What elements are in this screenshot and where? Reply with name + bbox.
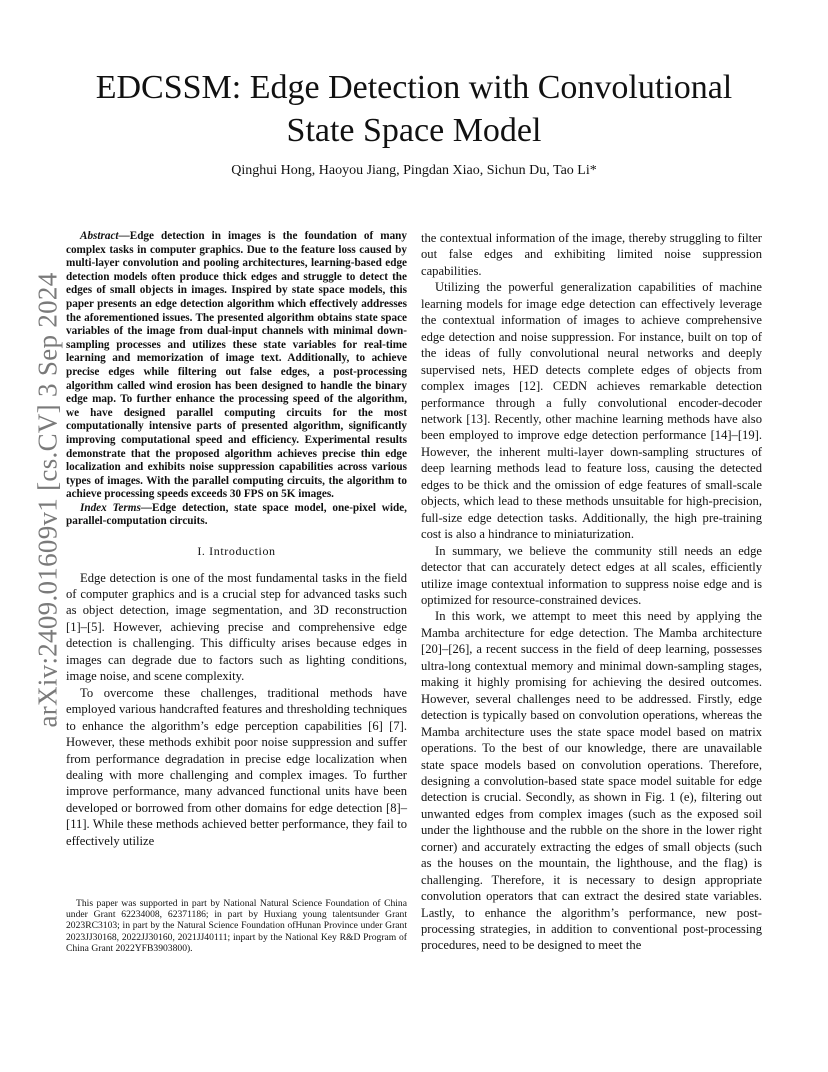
arxiv-id: arXiv:2409.01609v1 [cs.CV] 3 Sep 2024 — [32, 272, 63, 728]
index-terms — [66, 502, 407, 529]
index-terms-text: —Edge detection, state space model, one-pixel wide, parallel-computation circuits. — [66, 501, 407, 528]
intro-paragraph-2: To overcome these challenges, traditional methods have employed various handcrafted features and thresholding techniques to enhance the algorithm’s edge perception capabilities [6] [7]. However, these methods exhibit poor noise suppression and suffer from performance degradation in precise edge localization when dealing with more challenging and complex images. To further improve performance, many advanced functional units have been developed or borrowed from other domains for edge detection [8]–[11]. While these methods achieved better performance, they fail to effectively utilize — [66, 685, 407, 848]
intro-paragraph-1: Edge detection is one of the most fundamental tasks in the field of computer graphics and is a crucial step for advanced tasks such as object detection, image segmentation, and 3D reconstruction [1]–[5]. However, achieving precise and comprehensive edge detection is challenging. This difficulty arises because edges in images can degrade due to factors such as lighting conditions, image noise, and scene complexity. — [66, 570, 407, 684]
author-list: Qinghui Hong, Haoyou Jiang, Pingdan Xiao, Sichun Du, Tao Li* — [231, 163, 597, 178]
right-column — [421, 230, 762, 954]
right-paragraph-0: the contextual information of the image, thereby struggling to filter out false edges and exhibiting limited noise suppression capabilities. — [421, 231, 762, 278]
section-heading-introduction: I. Introduction — [197, 544, 276, 559]
abstract — [66, 230, 407, 502]
right-paragraph-3: In this work, we attempt to meet this need by applying the Mamba architecture for edge detection. The Mamba architecture [20]–[26], a recent success in the field of deep learning, possesses ultra-long contextual memory and minimal down-sampling stages, making it highly promising for achieving the desired outcomes. However, several challenges need to be addressed. Firstly, edge detection is typically based on convolution operations, whereas the Mamba architecture uses the state space model based on matrix operations. To the best of our knowledge, there are unavailable state space models based on convolution operations. Therefore, designing a convolution-based state space model suitable for edge detection is crucial. Secondly, as shown in Fig. 1 (e), filtering out unwanted edges from complex images (such as the exposed soil under the lighthouse and the rubble on the shore in the lower right corner) and accurately extracting the edges of small objects (such as the houses on the mountain, the lighthouse, and the flag) is challenging. Therefore, it is necessary to design appropriate convolution operators that can extract the desired state variables. Lastly, to enhance the algorithm’s performance, new post-processing strategies, in addition to conventional post-processing procedures, need to be designed to meet the — [421, 609, 762, 953]
funding-footnote: This paper was supported in part by National Natural Science Foundation of China under Grant 62234008, 62371186; in part by Huxiang young talentsunder Grant 2023RC3103; in part by the Natural Science Foundation ofHunan Province under Grant 2023JJ30168, 2022JJ30160, 2021JJ40111; inpart by the National Key R&D Program of China Grant 2022YFB3903800). — [66, 898, 407, 954]
abstract-label: Abstract — [80, 230, 119, 242]
right-paragraph-1: Utilizing the powerful generalization capabilities of machine learning models for image edge detection can effectively leverage the contextual information of images to achieve comprehensive edge detection and noise suppression. For instance, built on top of the ideas of fully convolutional neural networks and deeply supervised nets, HED detects complete edges of objects from complex images [12]. CEDN achieves remarkable detection performance through a fully convolutional encoder-decoder network [13]. Recently, other machine learning methods have also been employed to improve edge detection performance [14]–[19]. However, the inherent multi-layer down-sampling structures of deep learning methods lead to feature loss, causing the detected edges to be thick and the omission of edge features of small-scale objects, which lead to these methods unsuitable for high-precision, full-size edge detection tasks. Additionally, the high pre-training cost is also a hindrance to miniaturization. — [421, 280, 762, 542]
index-terms-label: Index Terms — [80, 501, 141, 514]
abstract-text: —Edge detection in images is the foundation of many complex tasks in computer graphics. Due to the feature loss caused by multi-layer convolution and pooling architectures, learning-based edge detection models often produce thick edges and struggle to detect the edges of small objects in images. Inspired by state space models, this paper presents an edge detection algorithm which effectively addresses the aforementioned issues. The presented algorithm obtains state space variables of the image from dual-input channels with minimal down-sampling processes and utilizes these state variables for real-time learning and memorization of image text. Additionally, to achieve precise edges while filtering out false edges, a post-processing algorithm called wind erosion has been designed to handle the binary edge map. To further enhance the processing speed of the algorithm, we have designed parallel computing circuits for the most computationally intensive parts of presented algorithm, significantly improving computational speed and efficiency. Experimental results demonstrate that the proposed algorithm achieves precise thin edge localization and exhibits noise suppression capabilities across various types of images. With the parallel computing circuits, the algorithm to achieve processing speeds exceeds 30 FPS on 5K images. — [66, 230, 407, 501]
paper-title: EDCSSM: Edge Detection with Convolutional State Space Model — [95, 69, 733, 149]
arxiv-sidebar-stamp — [28, 272, 68, 728]
right-paragraph-2: In summary, we believe the community still needs an edge detector that can accurately detect edges at all scales, efficiently utilize image contextual information to suppress noise edge and is optimized for resource-constrained devices. — [421, 543, 762, 607]
left-column — [66, 230, 407, 849]
